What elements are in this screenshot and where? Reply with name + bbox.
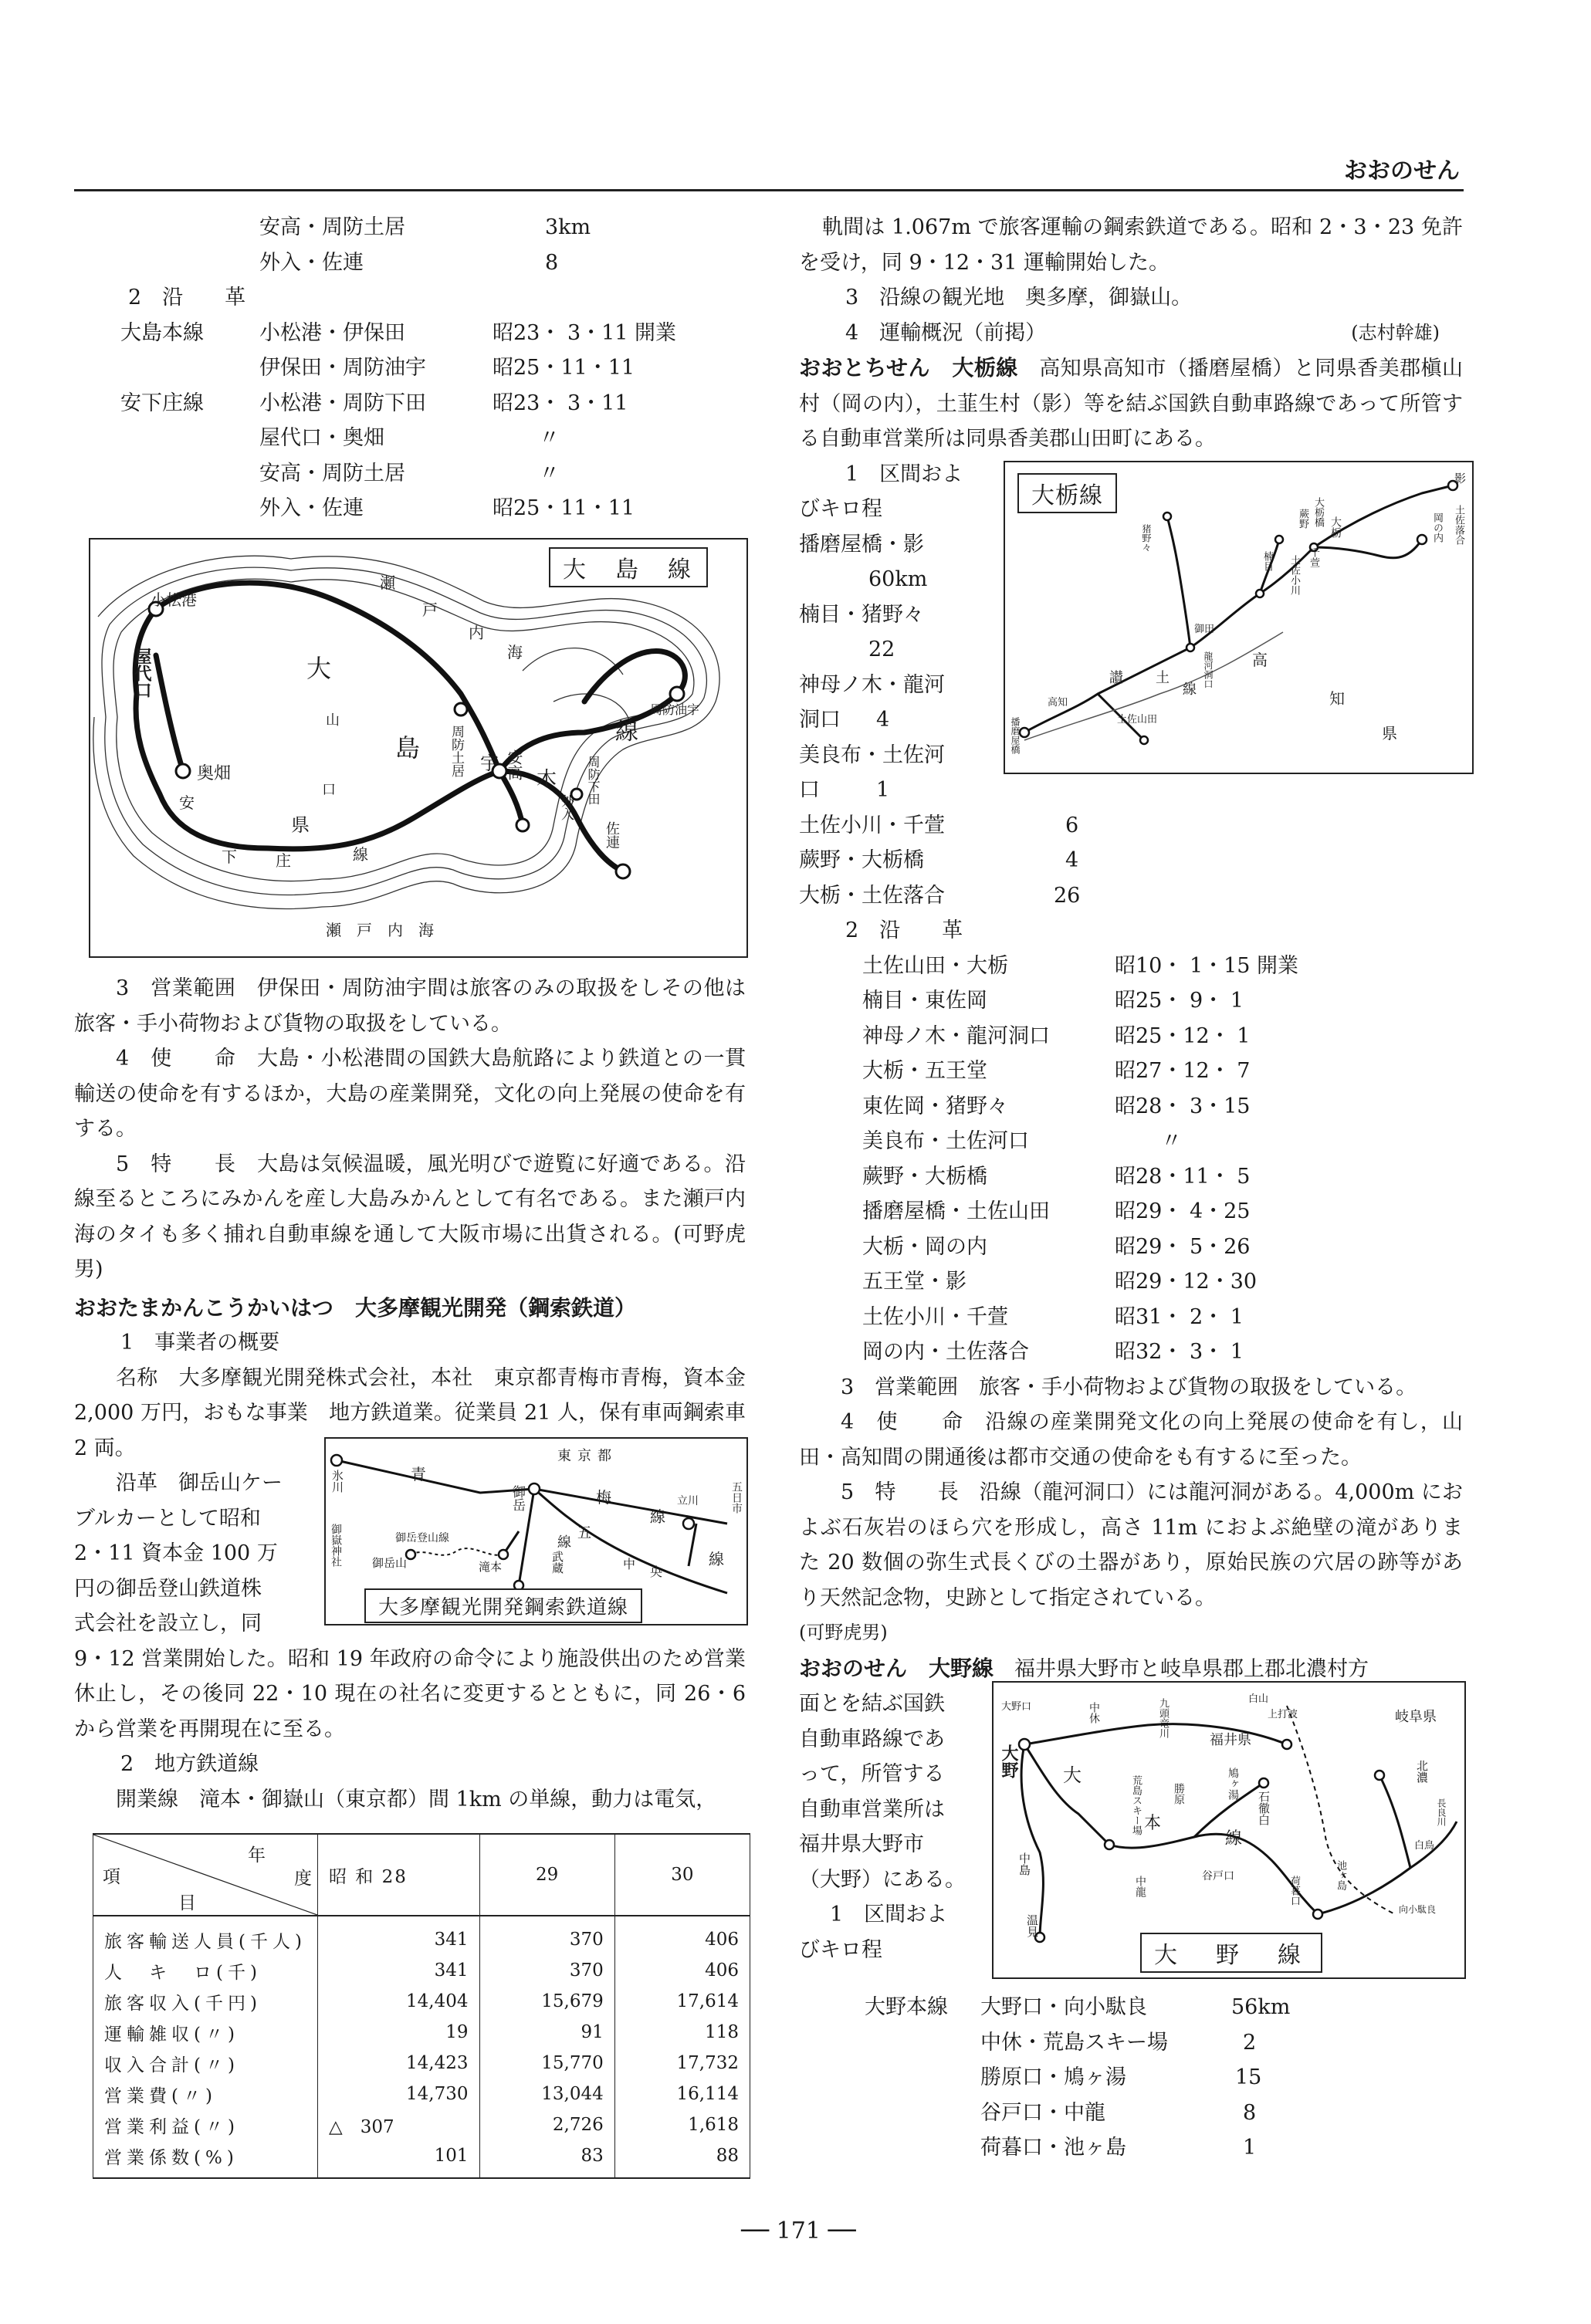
author: (可野虎男): [799, 1622, 888, 1643]
ono-map: [992, 1681, 1466, 1979]
enkaku-row: 土佐小川・千萱 昭31・ 2・ 1: [862, 1304, 1244, 1329]
kukan-row: 楠目・猪野々: [799, 602, 924, 627]
paragraph: 4 使 命 大島・小松港間の国鉄大島航路により鉄道との一貫輸送の使命を有するほか，大島の産業開発，文化の向上発展の使命を有する。: [74, 1047, 746, 1141]
km-row: 安高・周防土居 3km: [259, 215, 591, 239]
enkaku-list: [799, 949, 1463, 1370]
table-row: 営業係数(%) 101 83 88: [93, 2140, 750, 2178]
map-label: 武蔵: [550, 1551, 564, 1574]
map-label: 佐連: [604, 821, 620, 849]
map-label: 福井県: [1210, 1732, 1251, 1748]
map-label: 線: [557, 1534, 571, 1551]
oshima-map: [89, 538, 748, 958]
map-label: 小松港: [151, 590, 197, 609]
map-label: 石徹白: [1257, 1791, 1271, 1825]
year-header: 29: [479, 1834, 614, 1916]
enkaku-row: 大栃・五王堂 昭27・12・ 7: [862, 1059, 1251, 1083]
map-label: 大: [1063, 1764, 1082, 1786]
financial-table: [93, 1833, 750, 2179]
map-label: 庄: [276, 851, 291, 870]
entry-heading: おおたまかんこうかいはつ 大多摩観光開発（鋼索鉄道）: [74, 1294, 637, 1321]
paragraph: 3 沿線の観光地 奥多摩，御嶽山。: [845, 286, 1193, 310]
otochi-map: [1004, 461, 1474, 774]
map-label: 梅: [596, 1488, 611, 1507]
oshima-map-title: 大 島 線: [549, 547, 708, 587]
paragraph: 開業線 滝本・御嶽山（東京都）間 1km の単線，動力は電気，: [116, 1787, 717, 1812]
map-label: 線: [353, 845, 368, 864]
paragraph: 5 特 長 沿線（龍河洞口）には龍河洞がある。4,000m におよぶ石灰岩のほら穴を形成し，高さ 11m におよぶ絶壁の滝がありまた 20 数個の弥生式長くびの土器があり，原始民族の穴居の跡等があり天然記念物，史跡として指定されている。: [799, 1480, 1463, 1610]
map-label: 海: [507, 643, 523, 661]
map-label: 線: [1225, 1829, 1243, 1849]
map-label: 氷川: [330, 1470, 344, 1493]
paragraph: 軌間は 1.067m で旅客運輸の鋼索鉄道である。昭和 2・3・23 免許を受け，同 9・12・31 運輸開始した。: [799, 215, 1463, 275]
map-label: 御嶽神社: [330, 1524, 342, 1567]
enkaku-row: 東佐岡・猪野々 昭28・ 3・15: [862, 1094, 1251, 1118]
map-label: 土佐小川: [1288, 555, 1300, 595]
map-label: 大栃: [1329, 516, 1342, 538]
map-label: 瀬 戸 内 海: [326, 921, 434, 939]
enkaku-row: 岡の内・土佐落合 昭32・ 3・ 1: [862, 1340, 1244, 1364]
enkaku-label: 2 沿 革: [128, 286, 246, 310]
map-label: 線: [615, 719, 638, 746]
table-row: 営業費(〃) 14,730 13,044 16,114: [93, 2079, 750, 2109]
enkaku-row: 美良布・土佐河口 〃: [862, 1129, 1182, 1153]
paragraph: 3 営業範囲 旅客・手小荷物および貨物の取扱をしている。: [841, 1375, 1417, 1399]
map-label: 下: [222, 847, 237, 866]
map-label: 谷戸口: [1202, 1870, 1234, 1883]
table-row: 人 キ ロ(千) 341 370 406: [93, 1955, 750, 1986]
table-row: 旅客収入(千円) 14,404 15,679 17,614: [93, 1986, 750, 2017]
map-label: 播磨屋橋: [1010, 717, 1021, 754]
paragraph: 5 特 長 大島は気候温暖，風光明びで遊覧に好適である。沿線至るところにみかんを産し大島みかんとして有名である。また瀬戸内海のタイも多く捕れ自動車線を通して大阪市場に出貨される。(可野虎男): [74, 1152, 746, 1281]
enkaku-row: 楠目・東佐岡 昭25・ 9・ 1: [862, 989, 1244, 1013]
map-label: 荒島スキー場: [1130, 1775, 1142, 1835]
map-label: 瀬: [380, 573, 395, 592]
map-label: 猪野々: [1141, 524, 1152, 552]
map-label: 長良川: [1436, 1798, 1447, 1826]
map-label: 東京都: [557, 1448, 618, 1464]
paragraph: 名称 大多摩観光開発株式会社，本社 東京都青梅市青梅，資本金 2,000 万円，おもな事業 地方鉄道業。従業員 21 人，保有車両鋼索車 2 両。: [74, 1365, 746, 1460]
map-label: 県: [291, 814, 310, 836]
paragraph: 4 運輸概況（前掲） (志村幹雄): [799, 316, 1463, 351]
map-label: 宇: [480, 753, 499, 774]
enkaku-row: 安高・周防土居 〃: [259, 461, 560, 485]
enkaku-row: 蕨野・大栃橋 昭28・11・ 5: [862, 1164, 1251, 1189]
map-label: 勝原: [1173, 1783, 1185, 1805]
map-label: 土佐山田: [1117, 714, 1158, 726]
map-label: 御岳: [509, 1485, 525, 1511]
map-label: 白鳥: [1414, 1840, 1435, 1852]
route-row: 中休・荒島スキー場 2: [980, 2030, 1257, 2055]
map-label: 線: [650, 1507, 665, 1526]
map-label: 龍河洞口: [1203, 651, 1214, 688]
map-label: 影: [1454, 472, 1467, 485]
enkaku-row: 安下庄線 小松港・周防下田 昭23・ 3・11: [120, 391, 628, 415]
page-number: ── 171 ──: [741, 2217, 856, 2245]
enkaku-row: 大栃・岡の内 昭29・ 5・26: [862, 1234, 1251, 1259]
table-row: 運輸雑収(〃) 19 91 118: [93, 2017, 750, 2048]
map-label: 木: [537, 768, 557, 791]
map-label: 蕨野: [1297, 509, 1308, 529]
otama-map: [324, 1437, 748, 1625]
map-label: 御岳登山線: [395, 1532, 449, 1544]
map-label: 周防土居: [449, 725, 464, 777]
ono-intro-lines: 面とを結ぶ国鉄 自動車路線であ って，所管する 自動車営業所は 福井県大野市 （大野）にある。 1 区間およ びキロ程: [799, 1692, 966, 1962]
section-label: 1 事業者の概要: [120, 1331, 280, 1355]
map-label: 大栃橋: [1312, 497, 1324, 527]
map-label: 中休: [1088, 1702, 1100, 1724]
map-label: 池ヶ島: [1335, 1860, 1346, 1890]
enkaku-row: 播磨屋橋・土佐山田 昭29・ 4・25: [862, 1199, 1251, 1223]
map-label: 荷暮口: [1288, 1876, 1300, 1906]
otochi-intro: おおとちせん 大栃線 高知県高知市（播磨屋橋）と同県香美郡槇山村（岡の内），土韮生村（影）等を結ぶ国鉄自動車路線であって所管する自動車営業所は同県香美郡山田町にある。: [799, 355, 1464, 451]
map-label: 口: [322, 782, 336, 798]
otochi-map-title: 大栃線: [1017, 473, 1117, 513]
entry-heading: おおとちせん 大栃線: [799, 355, 1018, 381]
kukan-row: 60km: [868, 567, 928, 591]
ono-route-list: [865, 1990, 1451, 2166]
map-label: 外入: [558, 794, 574, 820]
map-label: 土佐落合: [1453, 505, 1464, 545]
kukan-row: 美良布・土佐河: [799, 743, 945, 767]
map-label: 戸: [422, 600, 438, 619]
kukan-row: 神母ノ木・龍河: [799, 672, 945, 697]
map-label: 央: [650, 1565, 663, 1579]
table-row: 営業利益(〃) △ 307 2,726 1,618: [93, 2109, 750, 2140]
map-label: 立川: [677, 1495, 699, 1507]
enkaku-row: 屋代口・奥畑 〃: [259, 426, 560, 450]
map-label: 大: [306, 654, 332, 683]
map-label: 北濃: [1415, 1760, 1429, 1783]
kukan-label: 1 区間およ びキロ程: [799, 462, 963, 521]
map-label: 中島: [1017, 1852, 1031, 1876]
map-label: 中: [623, 1557, 636, 1571]
enkaku-row: 土佐山田・大栃 昭10・ 1・15 開業: [862, 953, 1299, 978]
map-label: 屋代口: [132, 648, 152, 699]
map-label: 周防油宇: [650, 702, 700, 717]
km-row: 外入・佐連 8: [259, 250, 559, 275]
left-column-text: [74, 971, 746, 1817]
map-label: 高: [1252, 651, 1268, 669]
map-label: 大野: [999, 1744, 1019, 1778]
paragraph: 3 営業範囲 伊保田・周防油宇間は旅客のみの取扱をしその他は旅客・手小荷物および貨物の取扱をしている。: [74, 976, 746, 1036]
map-label: 本: [1144, 1814, 1162, 1833]
map-label: 楠目: [1261, 551, 1273, 571]
table-header-row: [93, 1834, 750, 1916]
map-label: 土: [1156, 670, 1170, 686]
otama-map-title: 大多摩観光開発鋼索鉄道線: [364, 1588, 642, 1623]
map-label: 滝本: [479, 1560, 503, 1574]
ono-map-title: 大 野 線: [1140, 1933, 1322, 1973]
map-label: 周防下田: [586, 756, 601, 805]
map-label: 青: [411, 1465, 426, 1483]
running-head: おおのせん: [1344, 157, 1460, 184]
table-row: 収入合計(〃) 14,423 15,770 17,732: [93, 2048, 750, 2079]
kukan-row: 22: [868, 638, 895, 661]
year-header: 昭 和 28: [318, 1834, 480, 1916]
route-row: 勝原口・鳩ヶ湯 15: [980, 2065, 1262, 2089]
map-label: 鳩ヶ湯: [1227, 1768, 1239, 1800]
map-label: 御田: [1194, 624, 1215, 635]
map-label: 讃: [1109, 670, 1123, 686]
map-label: 五: [577, 1525, 591, 1541]
ono-intro: おおのせん 大野線 福井県大野市と岐阜県郡上郡北濃村方: [799, 1655, 1369, 1681]
map-label: 岡の内: [1431, 512, 1443, 543]
route-row: 荷暮口・池ヶ島 1: [980, 2136, 1257, 2160]
enkaku-lines: 沿革 御岳山ケー ブルカーとして昭和 2・11 資本金 100 万 円の御岳登山鉄道株 式会社を設立し，同: [74, 1471, 283, 1636]
table-corner: 年 度 項 目: [93, 1834, 318, 1916]
kukan-row: 洞口 4: [799, 708, 890, 732]
header-rule: [74, 189, 1464, 191]
map-label: 御岳山: [372, 1556, 408, 1570]
corner-diagonal: [93, 1835, 317, 1915]
map-label: 岐阜県: [1395, 1709, 1437, 1725]
map-label: 県: [1382, 724, 1397, 743]
route-row: 大野本線 大野口・向小駄良 56km: [865, 1995, 1291, 2019]
map-label: 奥畑: [197, 764, 232, 783]
kukan-row: 口 1: [799, 778, 890, 802]
kukan-row: 蕨野・大栃橋 4: [799, 848, 1079, 872]
paragraph: 4 使 命 沿線の産業開発文化の向上発展の使命を有し，山田・高知間の開通後は都市交通の使命をも有するに至った。: [799, 1410, 1463, 1470]
enkaku-row: 神母ノ木・龍河洞口 昭25・12・ 1: [862, 1023, 1251, 1048]
left-column: [74, 210, 746, 526]
kukan-row: 土佐小川・千萱 6: [799, 813, 1079, 837]
map-label: 大野口: [1001, 1701, 1032, 1713]
map-label: 線: [1183, 682, 1197, 698]
map-label: 中龍: [1134, 1876, 1146, 1897]
map-label: 島: [395, 733, 421, 763]
map-label: 安: [179, 793, 195, 812]
map-label: 内: [469, 624, 484, 642]
map-label: 上打波: [1268, 1709, 1298, 1720]
author: (志村幹雄): [1351, 321, 1440, 343]
enkaku-row: 五王堂・影 昭29・12・30: [862, 1270, 1258, 1294]
map-label: 九頭竜川: [1157, 1698, 1169, 1738]
enkaku-row: 大島本線 小松港・伊保田 昭23・ 3・11 開業: [120, 320, 677, 345]
page-number-value: 171: [776, 2217, 821, 2245]
table-row: 旅客輸送人員(千人) 341 370 406: [93, 1916, 750, 1955]
map-label: 五日市: [730, 1481, 743, 1514]
kukan-row: 大栃・土佐落合 26: [799, 883, 1081, 908]
map-label: 向小駄良: [1399, 1904, 1437, 1915]
map-label: 安高: [505, 749, 523, 780]
map-label: 白山: [1248, 1693, 1269, 1705]
entry-heading: おおのせん 大野線: [799, 1655, 994, 1681]
map-label: 線: [709, 1550, 724, 1568]
map-label: 山: [326, 712, 340, 729]
route-row: 谷戸口・中龍 8: [980, 2100, 1257, 2125]
map-label: 知: [1329, 689, 1345, 708]
map-label: 高知: [1048, 697, 1068, 709]
map-label: 千萱: [1308, 547, 1319, 567]
kukan-row: 播磨屋橋・影: [799, 532, 924, 556]
map-label: 温見: [1025, 1914, 1039, 1937]
section-label: 2 地方鉄道線: [120, 1752, 259, 1776]
enkaku-row: 伊保田・周防油宇 昭25・11・11: [259, 356, 635, 380]
paragraph: 9・12 営業開始した。昭和 19 年政府の命令により施設供出のため営業休止し，その後同 22・10 現在の社名に変更するとともに，同 26・6 から営業を再開現在に至る。: [74, 1646, 746, 1741]
year-header: 30: [614, 1834, 750, 1916]
enkaku-label: 2 沿 革: [845, 918, 963, 942]
enkaku-row: 外入・佐連 昭25・11・11: [259, 496, 635, 520]
